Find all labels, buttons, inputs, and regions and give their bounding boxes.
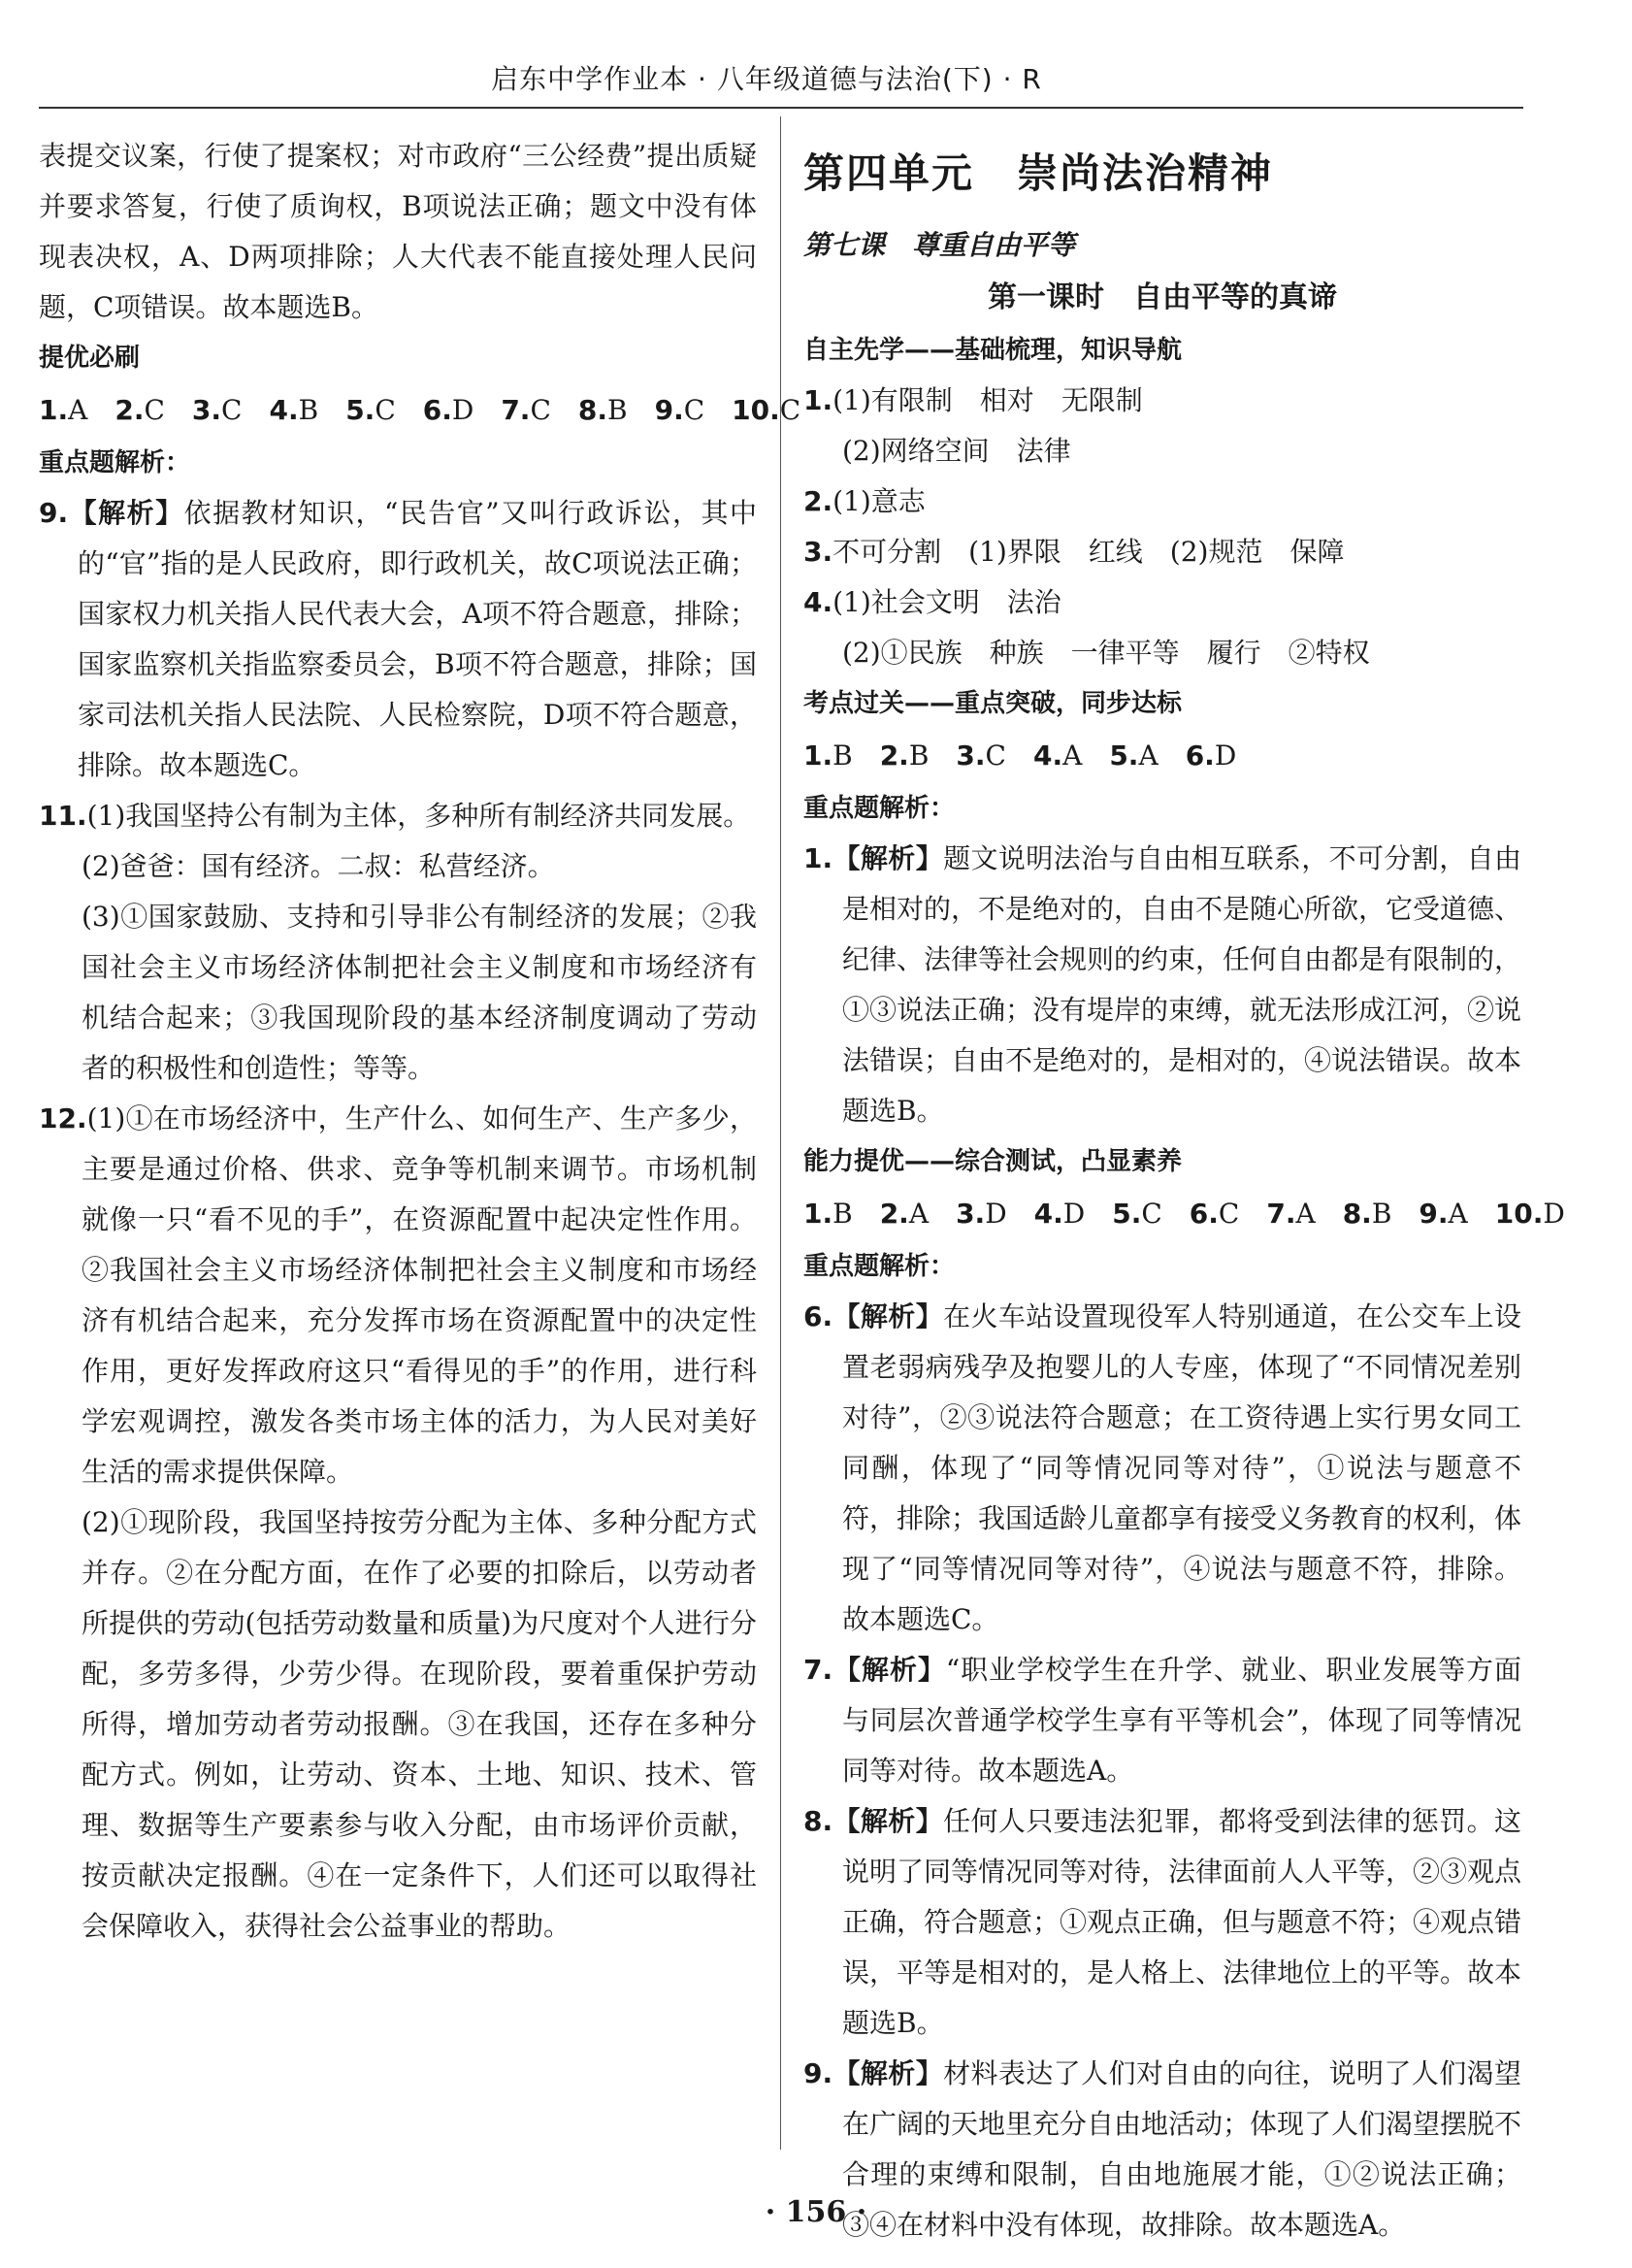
q12-part1-text: (1)①在市场经济中，生产什么、如何生产、生产多少，主要是通过价格、供求、竞争等机制来调节。市场机制就像一只“看不见的手”，在资源配置中起决定性作用。②我国社会主义市场经济体制把社会主义制度和市场经济有机结合起来，充分发挥市场在资源配置中的决定性作用，更好发挥政府这只“看得见的手”的作用，进行科学宏观调控，激发各类市场主体的活力，为人民对美好生活的需求提供保障。 (82, 1102, 757, 1488)
answer-item (39, 394, 87, 426)
answer-choice: C (375, 394, 396, 426)
answer-number: 1. (803, 1198, 833, 1230)
answer-choice: B (908, 740, 930, 772)
r6-number: 6. (803, 1300, 833, 1332)
answer-number: 7. (501, 394, 531, 426)
answer-choice: A (908, 1198, 930, 1230)
k4-line2: (2)①民族 种族 一律平等 履行 ②特权 (842, 637, 1370, 669)
r1-text: 题文说明法治与自由相互联系，不可分割，自由是相对的，不是绝对的，自由不是随心所欲，它受道德、纪律、法律等社会规则的约束，任何自由都是有限制的，①③说法正确；没有堤岸的束缚，就无法形成江河，②说法错误；自由不是绝对的，是相对的，④说法错误。故本题选B。 (842, 842, 1522, 1127)
section-heading-tiyou: 提优必刷 (39, 344, 141, 373)
answer-number: 2. (114, 394, 145, 426)
k2-number: 2. (803, 485, 833, 517)
answer-choice: C (221, 394, 243, 426)
r6-tag: 【解析】 (832, 1300, 944, 1332)
q9-number: 9. (39, 497, 69, 529)
answer-number: 4. (269, 394, 299, 426)
answer-number: 3. (956, 740, 986, 772)
k3-text: 不可分割 (1)界限 红线 (2)规范 保障 (832, 536, 1345, 568)
answer-choice: B (832, 1198, 853, 1230)
r7-tag: 【解析】 (832, 1654, 946, 1686)
answer-choice: B (298, 394, 319, 426)
r7-text: “职业学校学生在升学、就业、职业发展等方面与同层次普通学校学生享有平等机会”，体现了同等情况同等对待。故本题选A。 (842, 1654, 1521, 1787)
answer-item (880, 1198, 929, 1230)
r8-analysis (803, 1796, 1521, 2049)
answer-number: 8. (577, 394, 608, 426)
k1-line1-text: (1)有限制 相对 无限制 (832, 384, 1143, 416)
k1-number: 1. (803, 384, 833, 416)
answer-item (1186, 740, 1237, 772)
answer-number: 5. (345, 394, 375, 426)
answer-item (1112, 1198, 1162, 1230)
section-heading-kaodian: 考点过关——重点突破，同步达标 (803, 689, 1183, 718)
answer-item (956, 740, 1006, 772)
answer-list-nengli (803, 1187, 1565, 1241)
answer-number: 10. (732, 394, 780, 426)
q12-number: 12. (39, 1102, 87, 1134)
answer-item (880, 740, 930, 772)
section-heading-nengli: 能力提优——综合测试，凸显素养 (803, 1147, 1183, 1176)
answer-choice: D (1543, 1198, 1565, 1230)
answer-choice: B (1371, 1198, 1392, 1230)
answer-number: 6. (1185, 740, 1215, 772)
answer-item (1109, 740, 1158, 772)
period-title: 第一课时 自由平等的真谛 (988, 280, 1337, 314)
r9-number: 9. (803, 2057, 833, 2089)
r8-text: 任何人只要违法犯罪，都将受到法律的惩罚。这说明了同等情况同等对待，法律面前人人平等，②③观点正确，符合题意；①观点正确，但与题意不符；④观点错误，平等是相对的，是人格上、法律地位上的平等。故本题选B。 (842, 1805, 1522, 2039)
answer-item (1034, 1198, 1086, 1230)
q9-text: 依据教材知识，“民告官”又叫行政诉讼，其中的“官”指的是人民政府，即行政机关，故C项说法正确；国家权力机关指人民代表大会，A项不符合题意，排除；国家监察机关指监察委员会，B项不符合题意，排除；国家司法机关指人民法院、人民检察院，D项不符合题意，排除。故本题选C。 (78, 497, 757, 781)
answer-item (803, 740, 853, 772)
section-heading-analysis-2: 重点题解析： (803, 794, 956, 823)
answer-choice: A (1448, 1198, 1468, 1230)
intro-paragraph: 表提交议案，行使了提案权；对市政府“三公经费”提出质疑并要求答复，行使了质询权，B项说法正确；题文中没有体现表决权，A、D两项排除；人大代表不能直接处理人民问题，C项错误。故本题选B。 (39, 140, 757, 323)
answer-item (956, 1198, 1007, 1230)
answer-item (1033, 740, 1082, 772)
k4-line1-text: (1)社会文明 法治 (832, 586, 1061, 618)
q9-analysis (39, 488, 757, 791)
q11-part2: (2)爸爸：国有经济。二叔：私营经济。 (82, 850, 555, 882)
r6-analysis (803, 1292, 1521, 1645)
section-heading-analysis: 重点题解析： (39, 448, 191, 477)
answer-number: 2. (879, 1198, 909, 1230)
unit-title: 第四单元 崇尚法治精神 (803, 149, 1274, 197)
answer-choice: D (985, 1198, 1007, 1230)
r9-text: 材料表达了人们对自由的向往，说明了人们渴望在广阔的天地里充分自由地活动；体现了人们渴望摆脱不合理的束缚和限制，自由地施展才能，①②说法正确；③④在材料中没有体现，故排除。故本题选A。 (842, 2057, 1522, 2241)
answer-number: 6. (1189, 1198, 1219, 1230)
left-column (39, 131, 801, 1952)
answer-item (1495, 1198, 1565, 1230)
q9-tag: 【解析】 (68, 497, 184, 529)
r1-analysis (803, 834, 1521, 1136)
q11-part3: (3)①国家鼓励、支持和引导非公有制经济的发展；②我国社会主义市场经济体制把社会主义制度和市场经济有机结合起来；③我国现阶段的基本经济制度调动了劳动者的积极性和创造性；等等。 (82, 901, 757, 1084)
answer-list-tiyou (39, 383, 801, 438)
answer-item (423, 394, 474, 426)
answer-choice: D (1214, 740, 1237, 772)
answer-number: 9. (1419, 1198, 1449, 1230)
page-number: · 156 · (765, 2195, 867, 2229)
r8-tag: 【解析】 (832, 1805, 944, 1837)
answer-number: 4. (1032, 740, 1063, 772)
k4-line1 (803, 577, 1521, 628)
header-rule (39, 107, 1523, 109)
answer-number: 8. (1342, 1198, 1372, 1230)
k4-number: 4. (803, 586, 833, 618)
answer-item (345, 394, 396, 426)
k2-text: (1)意志 (832, 485, 926, 517)
answer-choice: B (832, 740, 853, 772)
answer-number: 4. (1033, 1198, 1063, 1230)
r9-tag: 【解析】 (832, 2057, 944, 2089)
answer-item (1266, 1198, 1315, 1230)
answer-choice: C (1218, 1198, 1240, 1230)
answer-choice: C (985, 740, 1006, 772)
lesson-title: 第七课 尊重自由平等 (803, 229, 1076, 261)
answer-number: 9. (654, 394, 684, 426)
answer-number: 2. (879, 740, 909, 772)
answer-choice: C (779, 394, 801, 426)
answer-choice: A (68, 394, 88, 426)
r1-number: 1. (803, 842, 833, 874)
q11-part1 (39, 791, 757, 841)
answer-choice: A (1295, 1198, 1316, 1230)
answer-item (578, 394, 628, 426)
q12-part1 (39, 1094, 757, 1497)
q11-number: 11. (39, 800, 87, 832)
answer-item (114, 394, 165, 426)
k3-line (803, 527, 1521, 577)
answer-item (269, 394, 318, 426)
right-column (803, 131, 1565, 2251)
k1-line1 (803, 376, 1521, 426)
k1-line2: (2)网络空间 法律 (842, 435, 1071, 467)
answer-number: 7. (1266, 1198, 1296, 1230)
answer-number: 5. (1109, 740, 1139, 772)
answer-number: 1. (803, 740, 833, 772)
answer-item (732, 394, 800, 426)
answer-list-kaodian (803, 729, 1521, 783)
r7-analysis (803, 1645, 1521, 1796)
answer-item (1190, 1198, 1240, 1230)
answer-choice: D (1062, 1198, 1086, 1230)
answer-choice: C (144, 394, 165, 426)
answer-choice: A (1138, 740, 1159, 772)
answer-number: 3. (956, 1198, 986, 1230)
answer-item (501, 394, 551, 426)
answer-item (1343, 1198, 1392, 1230)
r7-number: 7. (803, 1654, 833, 1686)
answer-number: 1. (39, 394, 69, 426)
r1-tag: 【解析】 (832, 842, 944, 874)
answer-item (803, 1198, 853, 1230)
answer-choice: C (683, 394, 705, 426)
answer-item (655, 394, 705, 426)
q11-part1-text: (1)我国坚持公有制为主体，多种所有制经济共同发展。 (86, 800, 751, 832)
k2-line (803, 477, 1521, 527)
answer-choice: A (1062, 740, 1083, 772)
section-heading-analysis-3: 重点题解析： (803, 1252, 956, 1281)
answer-choice: C (530, 394, 551, 426)
answer-number: 3. (191, 394, 222, 426)
answer-choice: C (1141, 1198, 1162, 1230)
section-heading-zizhu: 自主先学——基础梳理，知识导航 (803, 336, 1183, 365)
answer-item (1419, 1198, 1467, 1230)
answer-choice: D (451, 394, 474, 426)
running-header: 启东中学作业本 · 八年级道德与法治(下) · R (491, 63, 1042, 95)
r6-text: 在火车站设置现役军人特别通道，在公交车上设置老弱病残孕及抱婴儿的人专座，体现了“不同情况差别对待”，②③说法符合题意；在工资待遇上实行男女同工同酬，体现了“同等情况同等对待”，①说法与题意不符，排除；我国适龄儿童都享有接受义务教育的权利，体现了“同等情况同等对待”，④说法与题意不符，排除。故本题选C。 (842, 1300, 1522, 1635)
r8-number: 8. (803, 1805, 833, 1837)
answer-item (192, 394, 243, 426)
answer-number: 10. (1494, 1198, 1544, 1230)
k3-number: 3. (803, 536, 833, 568)
answer-number: 6. (422, 394, 452, 426)
answer-choice: B (607, 394, 628, 426)
q12-part2: (2)①现阶段，我国坚持按劳分配为主体、多种分配方式并存。②在分配方面，在作了必要的扣除后，以劳动者所提供的劳动(包括劳动数量和质量)为尺度对个人进行分配，多劳多得，少劳少得。在现阶段，要着重保护劳动所得，增加劳动者劳动报酬。③在我国，还存在多种分配方式。例如，让劳动、资本、土地、知识、技术、管理、数据等生产要素参与收入分配，由市场评价贡献，按贡献决定报酬。④在一定条件下，人们还可以取得社会保障收入，获得社会公益事业的帮助。 (82, 1506, 757, 1942)
answer-number: 5. (1112, 1198, 1142, 1230)
